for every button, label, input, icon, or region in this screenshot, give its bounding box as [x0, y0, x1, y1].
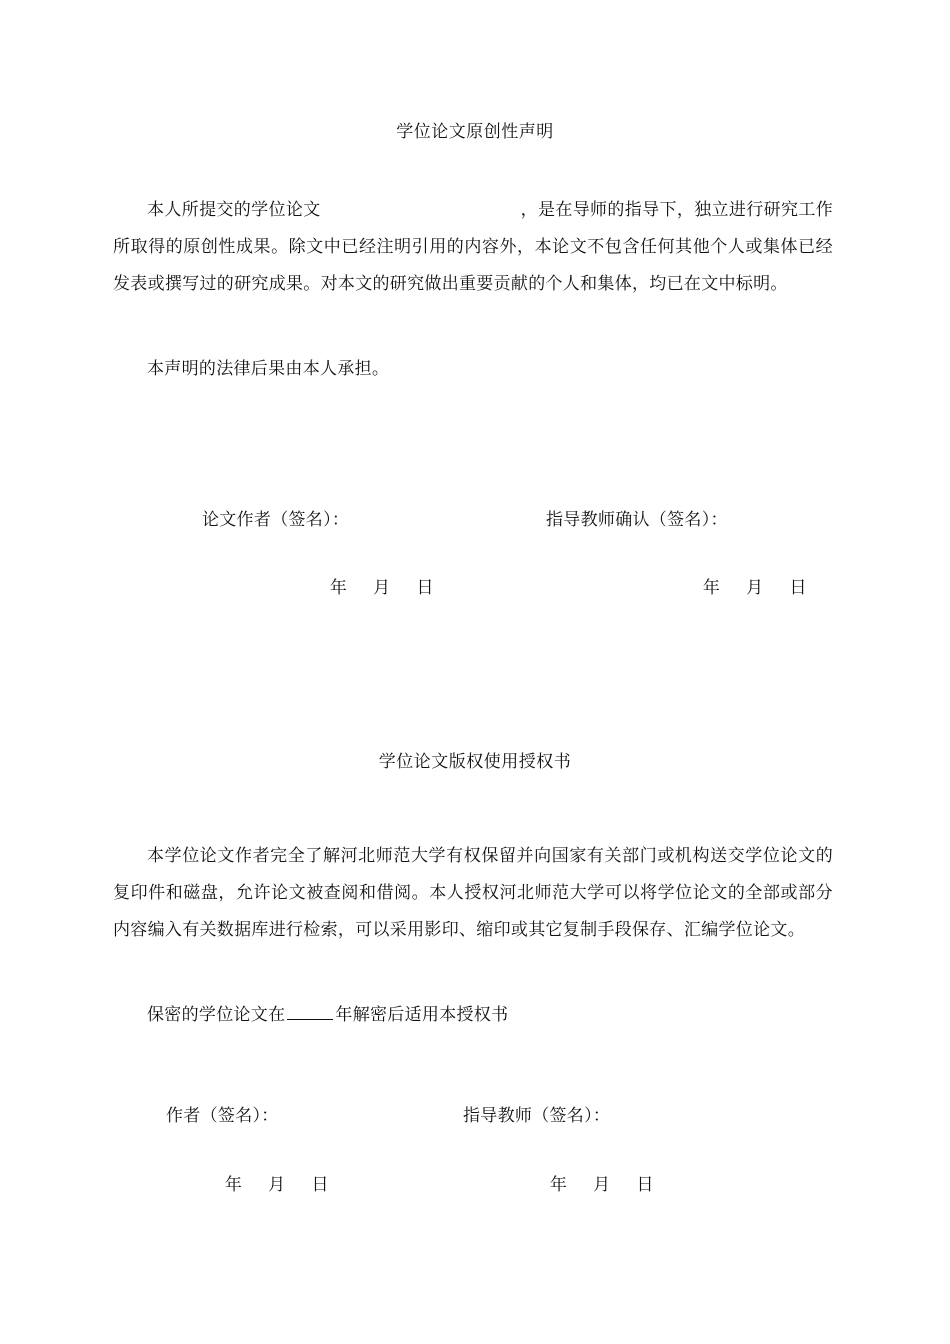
authorization-title: 学位论文版权使用授权书: [378, 752, 572, 772]
date-day: 日: [789, 578, 807, 598]
declaration-text-rest: ，是在导师的指导下，独立进行研究工作所取得的原创性成果。除文中已经注明引用的内容外，本论文不包含任何其他个人或集体已经发表或撰写过的研究成果。对本文的研究做出重要贡献的个人和集体，均已在文中标明。: [113, 200, 834, 294]
declaration-title: 学位论文原创性声明: [396, 122, 554, 142]
years-blank: [287, 1005, 333, 1020]
date-day: 日: [311, 1175, 329, 1195]
date-day: 日: [636, 1175, 654, 1195]
declaration-text-start: 本人所提交的学位论文: [147, 200, 321, 220]
declaration-paragraph: [113, 192, 833, 303]
confidential-note: [113, 997, 833, 1034]
declaration-advisor-signature-label: 指导教师确认（签名）：: [546, 510, 728, 530]
date-year: 年: [702, 578, 721, 598]
date-month: 月: [268, 1175, 286, 1195]
declaration-author-date: [307, 553, 434, 618]
confidential-text-end: 年解密后适用本授权书: [335, 1005, 509, 1025]
date-year: 年: [549, 1175, 568, 1195]
authorization-advisor-signature-label: 指导教师（签名）：: [463, 1106, 611, 1126]
authorization-paragraph: 本学位论文作者完全了解河北师范大学有权保留并向国家有关部门或机构送交学位论文的复印件和磁盘，允许论文被查阅和借阅。本人授权河北师范大学可以将学位论文的全部或部分内容编入有关数据库进行检索，可以采用影印、缩印或其它复制手段保存、汇编学位论文。: [113, 846, 833, 940]
declaration-advisor-date: [680, 553, 807, 618]
confidential-text-start: 保密的学位论文在: [147, 1005, 286, 1025]
date-month: 月: [373, 578, 391, 598]
date-year: 年: [224, 1175, 243, 1195]
date-year: 年: [329, 578, 348, 598]
authorization-advisor-date: [527, 1150, 654, 1215]
declaration-legal-note: 本声明的法律后果由本人承担。: [147, 359, 390, 379]
authorization-author-date: [202, 1150, 329, 1215]
date-month: 月: [746, 578, 764, 598]
declaration-author-signature-label: 论文作者（签名）：: [202, 510, 350, 530]
date-day: 日: [416, 578, 434, 598]
authorization-author-signature-label: 作者（签名）：: [166, 1106, 279, 1126]
date-month: 月: [593, 1175, 611, 1195]
